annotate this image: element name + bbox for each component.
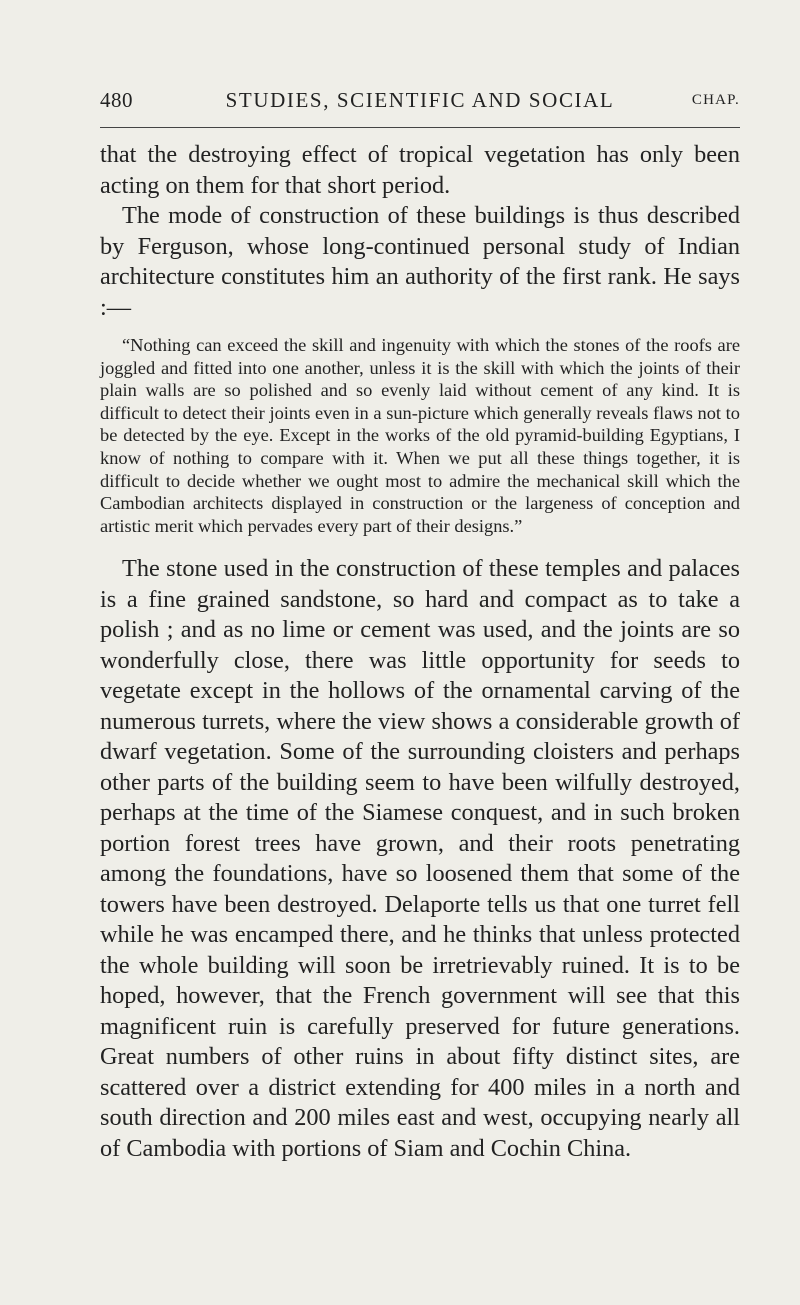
page-number: 480 <box>100 88 133 112</box>
text-block <box>100 140 740 1164</box>
paragraph-continuation: that the destroying effect of tropical vegetation has only been acting on them for that short period. <box>100 141 740 199</box>
running-head <box>100 88 740 122</box>
running-title: STUDIES, SCIENTIFIC AND SOCIAL <box>225 88 615 112</box>
block-quote: “Nothing can exceed the skill and ingenuity with which the stones of the roofs are joggled and fitted into one another, unless it is the skill with which the joints of their plain walls are so polished and so evenly laid without cement of any kind. It is difficult to detect their joints even in a sun-picture which generally reveals flaws not to be detected by the eye. Except in the works of the old pyramid-building Egyptians, I know of nothing to compare with it. When we put all these things together, it is difficult to decide whether we ought most to admire the mechanical skill which the Cambodian architects displayed in construction or the largeness of conception and artistic merit which pervades every part of their designs.” <box>100 335 740 536</box>
header-rule <box>100 127 740 128</box>
paragraph-construction-intro: The mode of construction of these buildings is thus described by Ferguson, whose long-continued personal study of Indian architecture constitutes him an authority of the first rank. He says :— <box>100 202 740 321</box>
paragraph-stone: The stone used in the construction of these temples and palaces is a fine grained sandstone, so hard and compact as to take a polish ; and as no lime or cement was used, and the joints are so wonderfully close, there was little opportunity for seeds to vegetate except in the hollows of the ornamental carving of the numerous turrets, where the view shows a considerable growth of dwarf vegetation. Some of the surrounding cloisters and perhaps other parts of the building seem to have been wilfully destroyed, perhaps at the time of the Siamese conquest, and in such broken portion forest trees have grown, and their roots penetrating among the foundations, have so loosened them that some of the towers have been destroyed. Delaporte tells us that one turret fell while he was encamped there, and he thinks that unless protected the whole building will soon be irretrievably ruined. It is to be hoped, however, that the French government will see that this magnificent ruin is carefully preserved for future generations. Great numbers of other ruins in about fifty distinct sites, are scattered over a district extending for 400 miles in a north and south direction and 200 miles east and west, occupying nearly all of Cambodia with portions of Siam and Cochin China. <box>100 555 740 1162</box>
chapter-label: CHAP. <box>691 92 740 108</box>
